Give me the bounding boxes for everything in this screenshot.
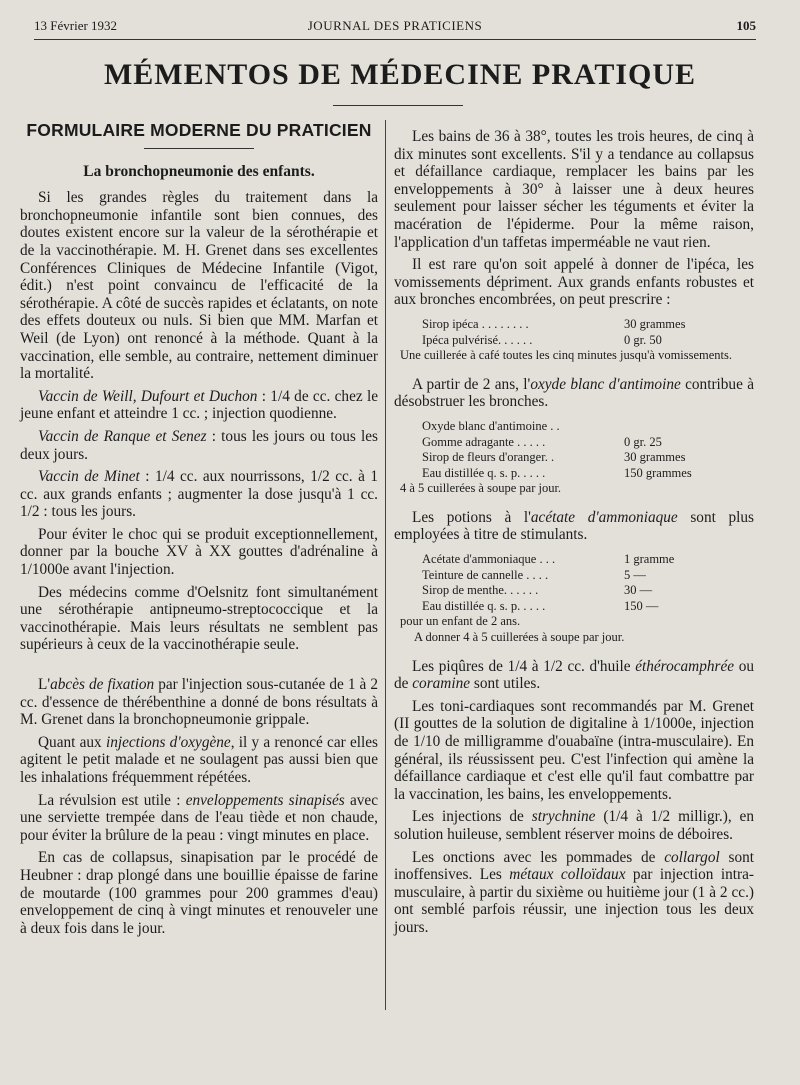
- title-rule: [333, 105, 463, 106]
- paragraph: Vaccin de Minet : 1/4 cc. aux nourrissons, 1/2 cc. à 1 cc. aux grands enfants ; augmenter la dose jusqu'à 1 cc. 1/2 : tous les jours.: [20, 468, 378, 521]
- prescription-ipeca: [394, 317, 754, 364]
- column-divider: [385, 120, 386, 1010]
- prescription-line: Sirop ipéca . . . . . . . . 30 grammes: [422, 316, 686, 331]
- header-page-number: 105: [736, 18, 756, 33]
- paragraph: Les injections de strychnine (1/4 à 1/2 milligr.), en solution huileuse, semblent réserver moins de déboires.: [394, 808, 754, 843]
- paragraph: Les potions à l'acétate d'ammoniaque sont plus employées à titre de stimulants.: [394, 508, 755, 544]
- section-rule: [144, 148, 254, 149]
- prescription-line: Teinture de cannelle . . . . 5 —: [422, 567, 646, 582]
- prescription-line: Eau distillée q. s. p. . . . . 150 grammes: [422, 465, 692, 480]
- running-header: [34, 18, 756, 38]
- paragraph: Les piqûres de 1/4 à 1/2 cc. d'huile éthérocamphrée ou de coramine sont utiles.: [394, 657, 754, 693]
- paragraph: En cas de collapsus, sinapisation par le procédé de Heubner : drap plongé dans une bouillie épaisse de farine de moutarde (100 grammes pour 200 grammes d'eau) enveloppement de cinq à vingt minutes et renouveler une à deux fois dans le jour.: [20, 849, 378, 937]
- section-heading: FORMULAIRE MODERNE DU PRATICIEN: [26, 120, 372, 140]
- paragraph: Les bains de 36 à 38°, toutes les trois heures, de cinq à dix minutes sont excellents. S'il y a tendance au collapsus et défaillance cardiaque, remplacer les bains par les enveloppements à 30° à laisser une à deux heures seulement pour laisser sécher les téguments et éviter la macération de l'épiderme. Pour la même raison, l'application d'un taffetas imperméable ne vaut rien.: [394, 128, 754, 251]
- paragraph: Quant aux injections d'oxygène, il y a renoncé car elles agitent le petit malade et ne soulagent pas aussi bien que les inhalations fréquemment répétées.: [20, 733, 379, 786]
- paragraph: Si les grandes règles du traitement dans la bronchopneumonie infantile sont bien connues, des doutes existent encore sur la valeur de la sérothérapie et de la vaccinothérapie. M. H. Grenet dans ses excellentes Conférences Cliniques de Médecine Infantile (Vigot, édit.) n'est point convaincu de l'efficacité de la sérothérapie. A côté de succès rapides et éclatants, on note des effets douteux ou nuls. Si bien que MM. Marfan et Weil (de Lyon) ont renoncé à la méthode. Quant à la vaccination, elle semble, au contraire, nettement diminuer la mortalité.: [20, 189, 378, 383]
- paragraph: Les onctions avec les pommades de collargol sont inoffensives. Les métaux colloïdaux par injection intra-musculaire, à partir du sixième ou huitième jour (1 à 2 cc.) ont semblé parfois réussir, une injection tous les deux jours.: [394, 848, 754, 936]
- prescription-line: Ipéca pulvérisé. . . . . . 0 gr. 50: [422, 332, 662, 347]
- page-title: MÉMENTOS DE MÉDECINE PRATIQUE: [103, 58, 697, 91]
- header-journal-title: JOURNAL DES PRATICIENS: [307, 18, 483, 33]
- prescription-line: Sirop de fleurs d'oranger. . 30 grammes: [422, 450, 686, 465]
- prescription-antimoine: [394, 419, 754, 497]
- prescription-ammoniaque: [394, 552, 754, 646]
- prescription-line: Acétate d'ammoniaque . . . 1 gramme: [422, 552, 675, 567]
- prescription-line: Gomme adragante . . . . . 0 gr. 25: [422, 434, 662, 449]
- paragraph: Vaccin de Ranque et Senez : tous les jours ou tous les deux jours.: [20, 427, 378, 463]
- prescription-note: 4 à 5 cuillerées à soupe par jour.: [400, 481, 562, 496]
- paragraph: A partir de 2 ans, l'oxyde blanc d'antimoine contribue à désobstruer les bronches.: [394, 375, 754, 411]
- paragraph: Vaccin de Weill, Dufourt et Duchon : 1/4 de cc. chez le jeune enfant et atteindre 1 cc. ; injection quodienne.: [20, 387, 379, 423]
- header-date: 13 Février 1932: [34, 18, 118, 33]
- header-rule: [34, 39, 756, 40]
- right-column: [394, 128, 754, 937]
- article-subheading: La bronchopneumonie des enfants.: [83, 162, 315, 180]
- prescription-note: Une cuillerée à café toutes les cinq minutes jusqu'à vomissements.: [400, 348, 733, 363]
- paragraph: Les toni-cardiaques sont recommandés par M. Grenet (II gouttes de la solution de digitaline à 1/1000e, injection de 1/10 de milligramme d'ouabaïne (intra-musculaire). En général, ils réussissent peu. C'est l'infection qui amène la défaillance cardiaque et c'est elle qu'il faut combattre par la vaccination, les bains, les enveloppements.: [394, 697, 754, 803]
- prescription-line: Oxyde blanc d'antimoine . .: [422, 418, 560, 433]
- prescription-note: pour un enfant de 2 ans.: [400, 614, 521, 629]
- left-column: [20, 120, 378, 937]
- prescription-line: Eau distillée q. s. p. . . . . 150 —: [422, 598, 659, 613]
- paragraph: La révulsion est utile : enveloppements sinapisés avec une serviette trempée dans de l'eau tiède et non chaude, pour éviter la brûlure de la peau : vingt minutes en place.: [20, 791, 378, 844]
- paragraph: Pour éviter le choc qui se produit exceptionnellement, donner par la bouche XV à XX gouttes d'adrénaline à 1/1000e avant l'injection.: [20, 525, 378, 579]
- paragraph: Des médecins comme d'Oelsnitz font simultanément une sérothérapie antipneumo-streptococcique et la vaccinothérapie. Mais leurs résultats ne semblent pas supérieurs à ceux de la vaccinothérapie seule.: [20, 583, 378, 654]
- paragraph: Il est rare qu'on soit appelé à donner de l'ipéca, les vomissements dépriment. Aux grands enfants robustes et aux bronches encombrées, on peut prescrire :: [394, 256, 754, 309]
- prescription-line: Sirop de menthe. . . . . . 30 —: [422, 583, 653, 598]
- paragraph: L'abcès de fixation par l'injection sous-cutanée de 1 à 2 cc. d'essence de thérébenthine a donné de bons résultats à M. Grenet dans la bronchopneumonie grippale.: [20, 676, 379, 729]
- prescription-note: A donner 4 à 5 cuillerées à soupe par jour.: [414, 630, 625, 645]
